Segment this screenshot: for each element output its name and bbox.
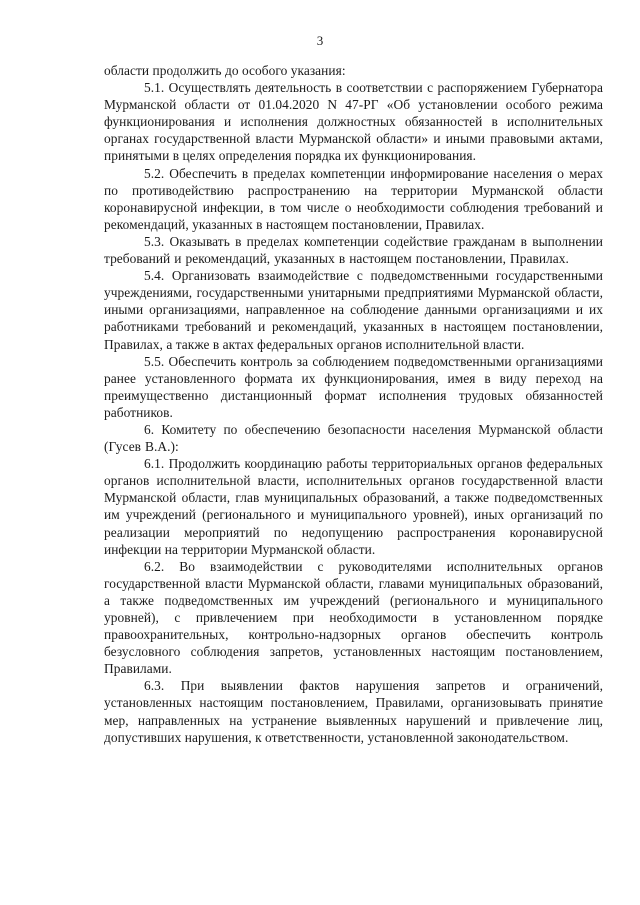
paragraph-5-continuation: области продолжить до особого указания: [104, 63, 346, 78]
page-number: 3 [316, 33, 324, 48]
paragraph-5-2: 5.2. Обеспечить в пределах компетенции информирование населения о мерах по противодействию распространению на территории Мурманской области коронавирусной инфекции, в том числе о необходимости соблюдения требований и рекомендаций, указанных в настоящем постановлении, Правилах. [104, 165, 603, 232]
paragraph-5-4: 5.4. Организовать взаимодействие с подведомственными государственными учреждениями, государственными унитарными предприятиями Мурманской области, иными организациями, направленное на соблюдение данными организациями и их работниками требований и рекомендаций, указанных в настоящем постановлении, Правилах, а также в актах федеральных органов исполнительной власти. [104, 268, 603, 352]
paragraph-5-1: 5.1. Осуществлять деятельность в соответствии с распоряжением Губернатора Мурманской области от 01.04.2020 N 47-РГ «Об установлении особого режима функционирования и исполнения должностных обязанностей в исполнительных органах государственной власти Мурманской области» и иными правовыми актами, принятыми в целях определения порядка их функционирования. [104, 80, 603, 164]
paragraph-6-3: 6.3. При выявлении фактов нарушения запретов и ограничений, установленных настоящим постановлением, Правилами, организовывать принятие мер, направленных на устранение выявленных нарушений и привлечение лиц, допустивших нарушения, к ответственности, установленной законодательством. [104, 678, 603, 745]
paragraph-6-1: 6.1. Продолжить координацию работы территориальных органов федеральных органов исполнительной власти, исполнительных органов государственной власти Мурманской области, глав муниципальных образований, а также подведомственных им учреждений (регионального и муниципального уровней), иных организаций по реализации мероприятий по недопущению распространения коронавирусной инфекции на территории Мурманской области. [104, 456, 603, 557]
document-body [104, 62, 603, 746]
paragraph-6: 6. Комитету по обеспечению безопасности населения Мурманской области (Гусев В.А.): [104, 421, 603, 455]
paragraph-6-2: 6.2. Во взаимодействии с руководителями исполнительных органов государственной власти Мурманской области, главами муниципальных образований, а также подведомственных им учреждений (регионального и муниципального уровней), с привлечением при необходимости в установленном порядке правоохранительных, контрольно-надзорных органов обеспечить контроль безусловного соблюдения запретов, установленных настоящим постановлением, Правилами. [104, 558, 603, 677]
paragraph-5-3: 5.3. Оказывать в пределах компетенции содействие гражданам в выполнении требований и рекомендаций, указанных в настоящем постановлении, Правилах. [104, 233, 603, 267]
paragraph-5-5: 5.5. Обеспечить контроль за соблюдением подведомственными организациями ранее установленного формата их функционирования, имея в виду переход на преимущественно дистанционный формат исполнения трудовых обязанностей работников. [104, 353, 603, 420]
